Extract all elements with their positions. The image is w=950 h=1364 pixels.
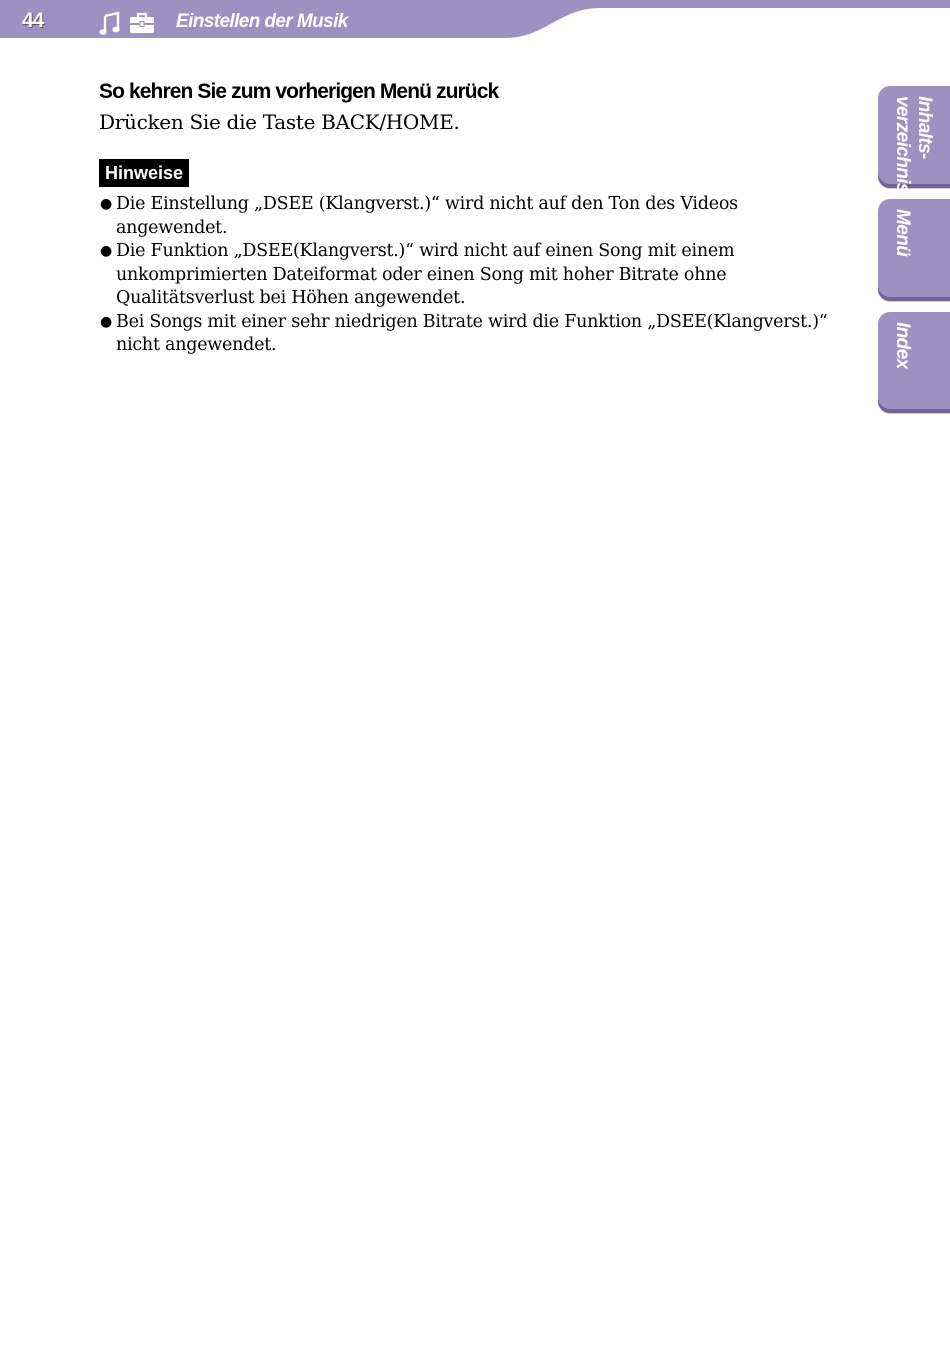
note-text: Die Einstellung „DSEE (Klangverst.)“ wird nicht auf den Ton des Videos angewendet. bbox=[116, 194, 738, 238]
page-header bbox=[0, 0, 950, 40]
note-text: Bei Songs mit einer sehr niedrigen Bitrate wird die Funktion „DSEE(Klangverst.)“ nicht angewendet. bbox=[116, 311, 828, 355]
section-heading: So kehren Sie zum vorherigen Menü zurück bbox=[99, 80, 499, 103]
list-item bbox=[99, 193, 839, 240]
bullet-icon: ● bbox=[100, 313, 112, 330]
note-text: Die Funktion „DSEE(Klangverst.)“ wird nicht auf einen Song mit einem unkomprimierten Dateiformat oder einen Song mit hoher Bitrate ohne Qualitätsverlust bei Höhen angewendet. bbox=[116, 241, 735, 308]
notes-list bbox=[99, 193, 839, 358]
list-item bbox=[99, 311, 839, 358]
header-title: Einstellen der Musik bbox=[176, 11, 348, 32]
tab-table-of-contents-label: Inhalts- verzeichnis bbox=[892, 96, 935, 193]
music-note-icon[interactable] bbox=[99, 12, 121, 40]
tab-menu-label: Menü bbox=[892, 209, 913, 257]
tab-index[interactable] bbox=[878, 312, 950, 413]
section-body: Drücken Sie die Taste BACK/HOME. bbox=[99, 110, 460, 134]
notes-label: Hinweise bbox=[99, 159, 189, 187]
list-item bbox=[99, 240, 839, 311]
bullet-icon: ● bbox=[100, 243, 112, 259]
tab-menu[interactable] bbox=[878, 199, 950, 301]
tab-index-label: Index bbox=[892, 322, 913, 369]
page-number: 44 bbox=[22, 9, 44, 32]
bullet-icon: ● bbox=[100, 196, 112, 212]
tab-table-of-contents[interactable] bbox=[878, 86, 950, 193]
toolbox-icon[interactable] bbox=[129, 12, 155, 38]
